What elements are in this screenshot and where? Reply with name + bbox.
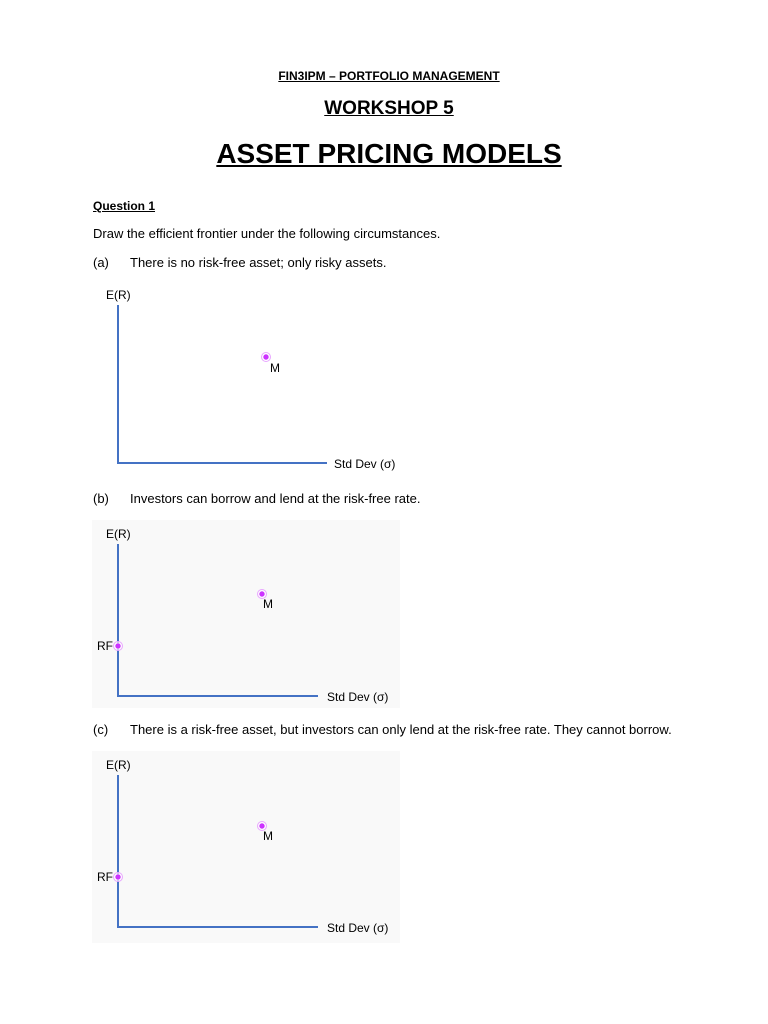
y-axis-label: E(R) [106,288,131,302]
part-b-label: (b) [93,491,109,506]
rf-point [115,874,121,880]
rf-point [115,643,121,649]
rf-label: RF [97,870,113,884]
market-label: M [263,597,273,611]
part-a-text: There is no risk-free asset; only risky assets. [130,255,387,270]
market-point [263,354,269,360]
chart-b [92,520,402,710]
y-axis-label: E(R) [106,758,131,772]
market-label: M [263,829,273,843]
part-b [93,491,420,506]
part-a [93,255,386,270]
chart-a [95,283,415,478]
part-c-text: There is a risk-free asset, but investors can only lend at the risk-free rate. They cannot borrow. [130,722,672,737]
rf-label: RF [97,639,113,653]
question-intro: Draw the efficient frontier under the following circumstances. [93,226,441,241]
market-label: M [270,361,280,375]
workshop-title: WORKSHOP 5 [324,98,454,119]
chart-c [92,751,402,946]
chart-background [92,520,400,708]
x-axis-label: Std Dev (σ) [327,690,389,704]
question-heading: Question 1 [93,199,156,213]
part-c [93,722,672,737]
axes [118,305,327,463]
chart-background [92,751,400,943]
part-a-label: (a) [93,255,109,270]
part-c-label: (c) [93,722,109,737]
page-title: ASSET PRICING MODELS [216,138,562,169]
course-title: FIN3IPM – PORTFOLIO MANAGEMENT [278,69,500,83]
part-b-text: Investors can borrow and lend at the risk-free rate. [130,491,421,506]
x-axis-label: Std Dev (σ) [334,457,396,471]
x-axis-label: Std Dev (σ) [327,921,389,935]
y-axis-label: E(R) [106,527,131,541]
